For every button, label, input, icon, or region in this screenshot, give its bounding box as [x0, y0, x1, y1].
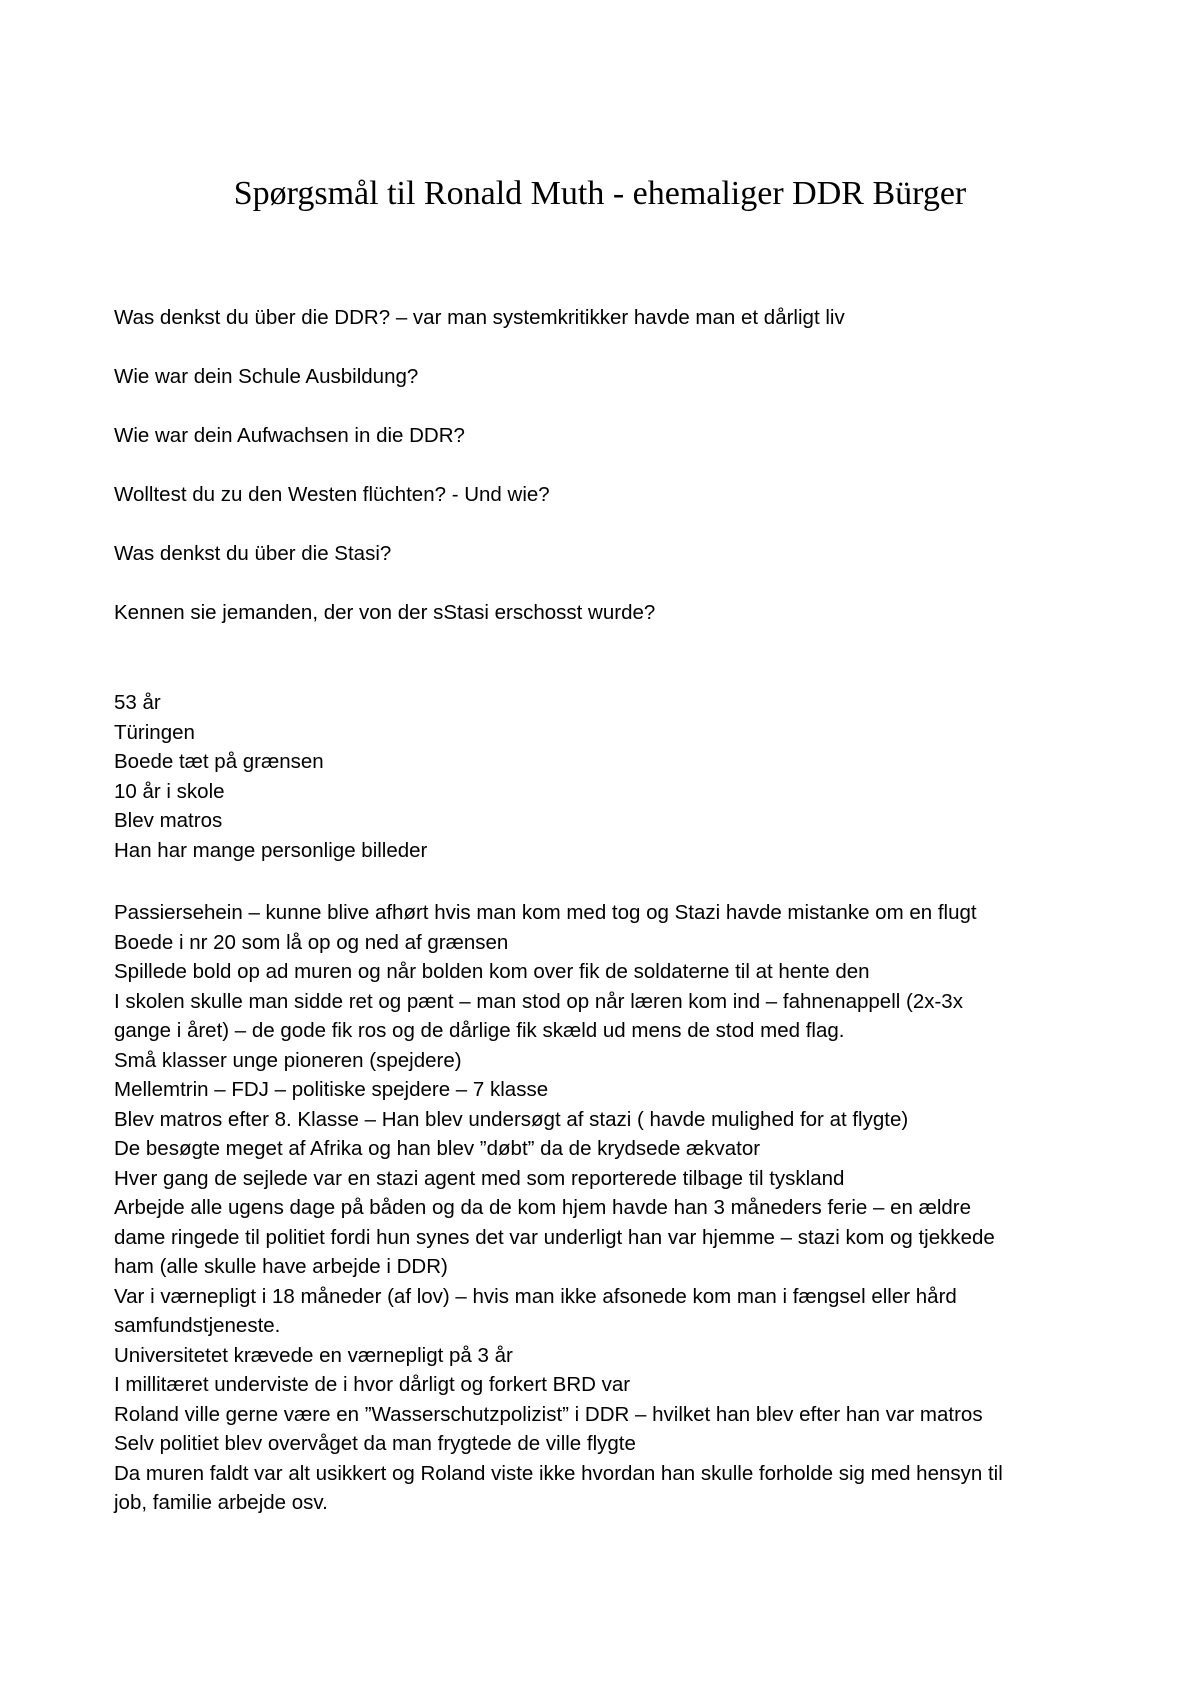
note-line: Passiersehein – kunne blive afhørt hvis man kom med tog og Stazi havde mistanke om en flugt: [114, 901, 977, 924]
note-line: Blev matros efter 8. Klasse – Han blev undersøgt af stazi ( havde mulighed for at flygte): [114, 1107, 909, 1131]
note-line: Boede i nr 20 som lå op og ned af grænsen: [114, 930, 509, 954]
fact-line: Boede tæt på grænsen: [114, 750, 324, 773]
document-title: Spørgsmål til Ronald Muth - ehemaliger DDR Bürger: [233, 175, 967, 212]
note-line: Mellemtrin – FDJ – politiske spejdere – 7 klasse: [114, 1078, 549, 1101]
fact-line: Han har mange personlige billeder: [114, 838, 428, 862]
fact-line: Türingen: [114, 720, 195, 744]
note-line: De besøgte meget af Afrika og han blev ”døbt” da de krydsede ækvator: [114, 1137, 761, 1160]
note-line: Spillede bold op ad muren og når bolden kom over fik de soldaterne til at hente den: [114, 960, 870, 983]
fact-line: 10 år i skole: [114, 779, 225, 803]
note-line: Roland ville gerne være en ”Wasserschutzpolizist” i DDR – hvilket han blev efter han var matros: [114, 1402, 983, 1426]
question-line: Kennen sie jemanden, der von der sStasi erschosst wurde?: [114, 601, 656, 624]
note-line: Var i værnepligt i 18 måneder (af lov) – hvis man ikke afsonede kom man i fængsel eller hård: [114, 1284, 957, 1308]
note-line: dame ringede til politiet fordi hun synes det var underligt han var hjemme – stazi kom og tjekkede: [114, 1225, 995, 1249]
note-line: I millitæret underviste de i hvor dårligt og forkert BRD var: [114, 1373, 631, 1396]
notes-list: [114, 898, 1114, 1518]
note-line: gange i året) – de gode fik ros og de dårlige fik skæld ud mens de stod med flag.: [114, 1019, 845, 1042]
fact-line: Blev matros: [114, 809, 223, 832]
note-line: Universitetet krævede en værnepligt på 3 år: [114, 1343, 513, 1367]
note-line: Små klasser unge pioneren (spejdere): [114, 1048, 462, 1072]
question-line: Was denkst du über die DDR? – var man systemkritikker havde man et dårligt liv: [114, 306, 845, 329]
note-line: job, familie arbejde osv.: [114, 1491, 328, 1514]
note-line: Hver gang de sejlede var en stazi agent med som reporterede tilbage til tyskland: [114, 1166, 845, 1190]
note-line: ham (alle skulle have arbejde i DDR): [114, 1255, 448, 1278]
note-line: Selv politiet blev overvåget da man frygtede de ville flygte: [114, 1432, 636, 1455]
question-line: Wolltest du zu den Westen flüchten? - Und wie?: [114, 483, 550, 506]
note-line: samfundstjeneste.: [114, 1314, 281, 1337]
question-line: Wie war dein Aufwachsen in die DDR?: [114, 424, 465, 447]
note-line: Da muren faldt var alt usikkert og Roland viste ikke hvordan han skulle forholde sig med hensyn til: [114, 1461, 1003, 1485]
question-list: [114, 303, 1114, 657]
question-line: Wie war dein Schule Ausbildung?: [114, 365, 419, 388]
facts-list: [114, 688, 1114, 865]
fact-line: 53 år: [114, 691, 161, 714]
question-line: Was denkst du über die Stasi?: [114, 542, 392, 565]
note-line: Arbejde alle ugens dage på båden og da de kom hjem havde han 3 måneders ferie – en ældre: [114, 1196, 972, 1219]
note-line: I skolen skulle man sidde ret og pænt – man stod op når læren kom ind – fahnenappell (2x-3x: [114, 989, 963, 1013]
